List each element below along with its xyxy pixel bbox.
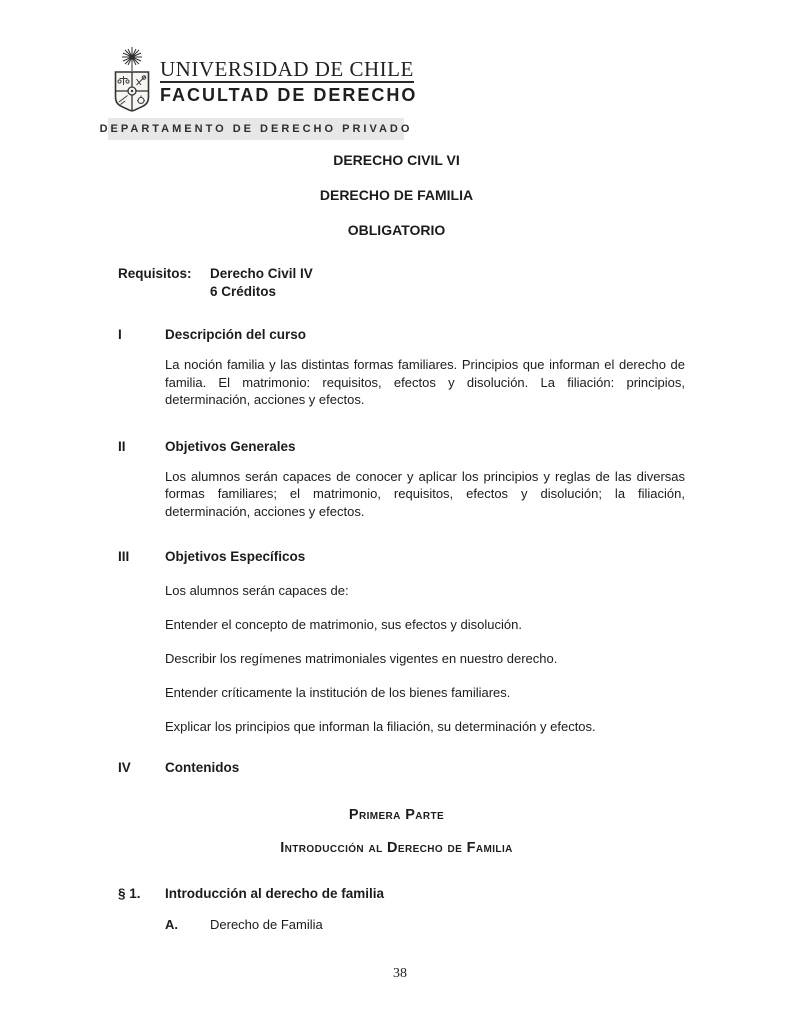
subsection-number: § 1. [118, 885, 141, 901]
subsection-heading [118, 886, 685, 902]
objective-line: Entender el concepto de matrimonio, sus efectos y disolución. [165, 617, 522, 632]
section-title: Descripción del curso [165, 327, 307, 342]
section-numeral: III [118, 549, 130, 564]
part-subtitle: Introducción al Derecho de Familia [280, 839, 513, 856]
section-title: Contenidos [165, 759, 240, 775]
section-numeral: II [118, 438, 126, 454]
section-heading-descripcion [118, 327, 685, 343]
objective-line: Entender críticamente la institución de los bienes familiares. [165, 685, 511, 700]
section-heading-contenidos [118, 760, 685, 776]
section-title: Objetivos Específicos [165, 549, 306, 564]
objective-line: Describir los regímenes matrimoniales vigentes en nuestro derecho. [165, 651, 558, 666]
section-numeral: IV [118, 759, 131, 775]
requisites-values [210, 265, 313, 300]
subsection-title: Introducción al derecho de familia [165, 885, 385, 901]
section-heading-objetivos-generales [118, 439, 685, 455]
department-banner: DEPARTAMENTO DE DERECHO PRIVADO [108, 118, 404, 140]
requisite-course: Derecho Civil IV [210, 266, 313, 281]
letterhead [108, 46, 685, 114]
objective-line: Los alumnos serán capaces de: [165, 583, 349, 598]
university-crest-icon [108, 46, 156, 114]
course-title-line2: DERECHO DE FAMILIA [319, 187, 474, 203]
course-titles [108, 153, 685, 238]
course-title-line1: DERECHO CIVIL VI [333, 152, 460, 168]
section-paragraph: Los alumnos serán capaces de conocer y aplicar los principios y reglas de las diversas formas familiares; el matrimonio, requisitos, efectos y disolución; la filiación, determinación, acciones y efectos. [165, 468, 685, 519]
section-paragraph: La noción familia y las distintas formas familiares. Principios que informan el derecho de familia. El matrimonio: requisitos, efectos y disolución. La filiación: principios, determinación, acciones y efectos. [165, 357, 685, 407]
objective-line: Explicar los principios que informan la filiación, su determinación y efectos. [165, 719, 596, 734]
section-numeral: I [118, 327, 122, 342]
requisites-block [118, 265, 685, 300]
university-name: UNIVERSIDAD DE CHILE [160, 57, 414, 81]
section-title: Objetivos Generales [165, 438, 296, 454]
page-number: 38 [393, 966, 407, 981]
part-title: Primera Parte [348, 806, 445, 823]
outline-item-letter: A. [165, 916, 178, 932]
course-title-line3: OBLIGATORIO [347, 222, 446, 238]
requisite-credits: 6 Créditos [210, 283, 277, 299]
faculty-name: FACULTAD DE DERECHO [160, 85, 418, 105]
letterhead-text [160, 46, 417, 106]
outline-item-a [165, 917, 685, 933]
requisites-label: Requisitos: [118, 266, 192, 281]
section-heading-objetivos-especificos [118, 549, 685, 565]
outline-item-text: Derecho de Familia [210, 916, 323, 932]
